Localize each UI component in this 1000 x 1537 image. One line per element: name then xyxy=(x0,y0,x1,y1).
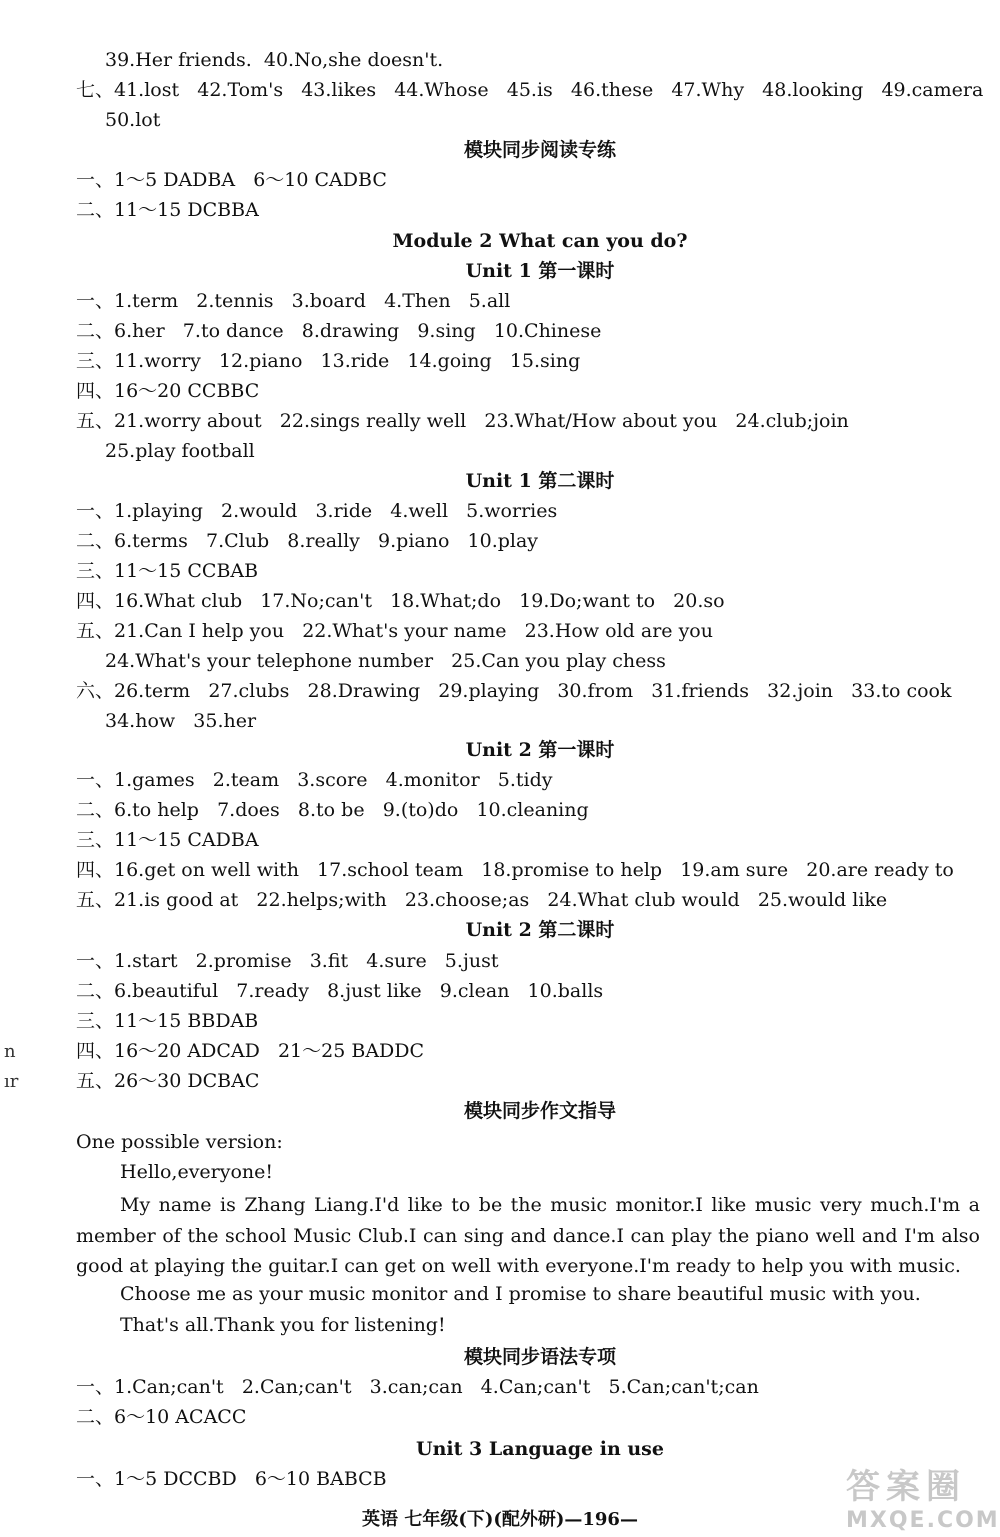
unit-heading: Unit 1 第一课时 xyxy=(465,260,615,282)
answer-line: 五、26～30 DCBAC xyxy=(76,1070,260,1092)
answer-line: 五、21.worry about 22.sings really well 23.What/How about you 24.club;join xyxy=(76,410,849,432)
section-heading: 模块同步语法专项 xyxy=(463,1346,616,1368)
watermark-logo xyxy=(846,1459,1000,1533)
answer-line: 三、11～15 BBDAB xyxy=(76,1010,259,1032)
answer-line: 一、1.games 2.team 3.score 4.monitor 5.tidy xyxy=(76,769,553,791)
answer-line: 三、11～15 CADBA xyxy=(76,829,259,851)
answer-line: 二、6.terms 7.Club 8.really 9.piano 10.play xyxy=(76,530,539,552)
answer-line: 二、6.beautiful 7.ready 8.just like 9.clean 10.balls xyxy=(76,980,604,1002)
answer-line: 三、11～15 CCBAB xyxy=(76,560,259,582)
module-title: Module 2 What can you do? xyxy=(392,230,688,252)
answer-line: 五、21.Can I help you 22.What's your name 23.How old are you xyxy=(76,620,713,642)
answer-line: 34.how 35.her xyxy=(105,710,257,732)
answer-line: 一、1.Can;can't 2.Can;can't 3.can;can 4.Can;can't 5.Can;can't;can xyxy=(76,1376,759,1398)
answer-line: 四、16～20 CCBBC xyxy=(76,380,260,402)
essay-line: That's all.Thank you for listening! xyxy=(120,1314,446,1336)
page-footer: 英语 七年级(下)(配外研)—196— xyxy=(362,1509,638,1530)
essay-paragraph: My name is Zhang Liang.I'd like to be the music monitor.I like music very much.I'm a member of the school Music Club.I can sing and dance.I can play the piano well and I'm also good at playing the guitar.I can get on well with everyone.I'm ready to help you with music. xyxy=(76,1194,980,1277)
answer-line: 50.lot xyxy=(105,109,161,131)
unit-heading: Unit 2 第二课时 xyxy=(465,919,615,941)
answer-line: 二、6.to help 7.does 8.to be 9.(to)do 10.cleaning xyxy=(76,799,589,821)
section-heading: 模块同步阅读专练 xyxy=(463,139,616,161)
watermark-bottom: MXQE.COM xyxy=(846,1508,1000,1533)
answer-line: 一、1.term 2.tennis 3.board 4.Then 5.all xyxy=(76,290,511,312)
answer-line: 一、1～5 DCCBD 6～10 BABCB xyxy=(76,1468,387,1490)
essay-line: Hello,everyone! xyxy=(120,1161,274,1183)
answer-line: 一、1～5 DADBA 6～10 CADBC xyxy=(76,169,387,191)
watermark-top: 答案圈 xyxy=(846,1467,966,1507)
answer-line: 一、1.start 2.promise 3.fit 4.sure 5.just xyxy=(76,950,499,972)
answer-line: 三、11.worry 12.piano 13.ride 14.going 15.sing xyxy=(76,350,581,372)
answer-line: 二、6～10 ACACC xyxy=(76,1406,247,1428)
essay-intro: One possible version: xyxy=(76,1131,283,1153)
answer-line: 24.What's your telephone number 25.Can you play chess xyxy=(105,650,666,672)
answer-line: 39.Her friends. 40.No,she doesn't. xyxy=(105,49,444,71)
answer-line: 四、16.get on well with 17.school team 18.promise to help 19.am sure 20.are ready to xyxy=(76,859,954,881)
answer-line: 二、11～15 DCBBA xyxy=(76,199,259,221)
answer-line: 六、26.term 27.clubs 28.Drawing 29.playing 30.from 31.friends 32.join 33.to cook xyxy=(76,680,952,702)
answer-line: 一、1.playing 2.would 3.ride 4.well 5.worries xyxy=(76,500,558,522)
answer-line: 四、16～20 ADCAD 21～25 BADDC xyxy=(76,1040,425,1062)
unit-heading: Unit 3 Language in use xyxy=(416,1438,664,1460)
unit-heading: Unit 1 第二课时 xyxy=(465,470,615,492)
unit-heading: Unit 2 第一课时 xyxy=(465,739,615,761)
answer-line: 七、41.lost 42.Tom's 43.likes 44.Whose 45.is 46.these 47.Why 48.looking 49.camera xyxy=(76,79,984,101)
answer-line: 五、21.is good at 22.helps;with 23.choose;as 24.What club would 25.would like xyxy=(76,889,888,911)
essay-line: Choose me as your music monitor and I promise to share beautiful music with you. xyxy=(120,1283,921,1305)
answer-line: 25.play football xyxy=(105,440,255,462)
margin-mark: n xyxy=(4,1041,16,1062)
margin-mark: ır xyxy=(4,1071,19,1092)
section-heading: 模块同步作文指导 xyxy=(463,1100,616,1122)
answer-line: 二、6.her 7.to dance 8.drawing 9.sing 10.Chinese xyxy=(76,320,602,342)
answer-line: 四、16.What club 17.No;can't 18.What;do 19.Do;want to 20.so xyxy=(76,590,725,612)
